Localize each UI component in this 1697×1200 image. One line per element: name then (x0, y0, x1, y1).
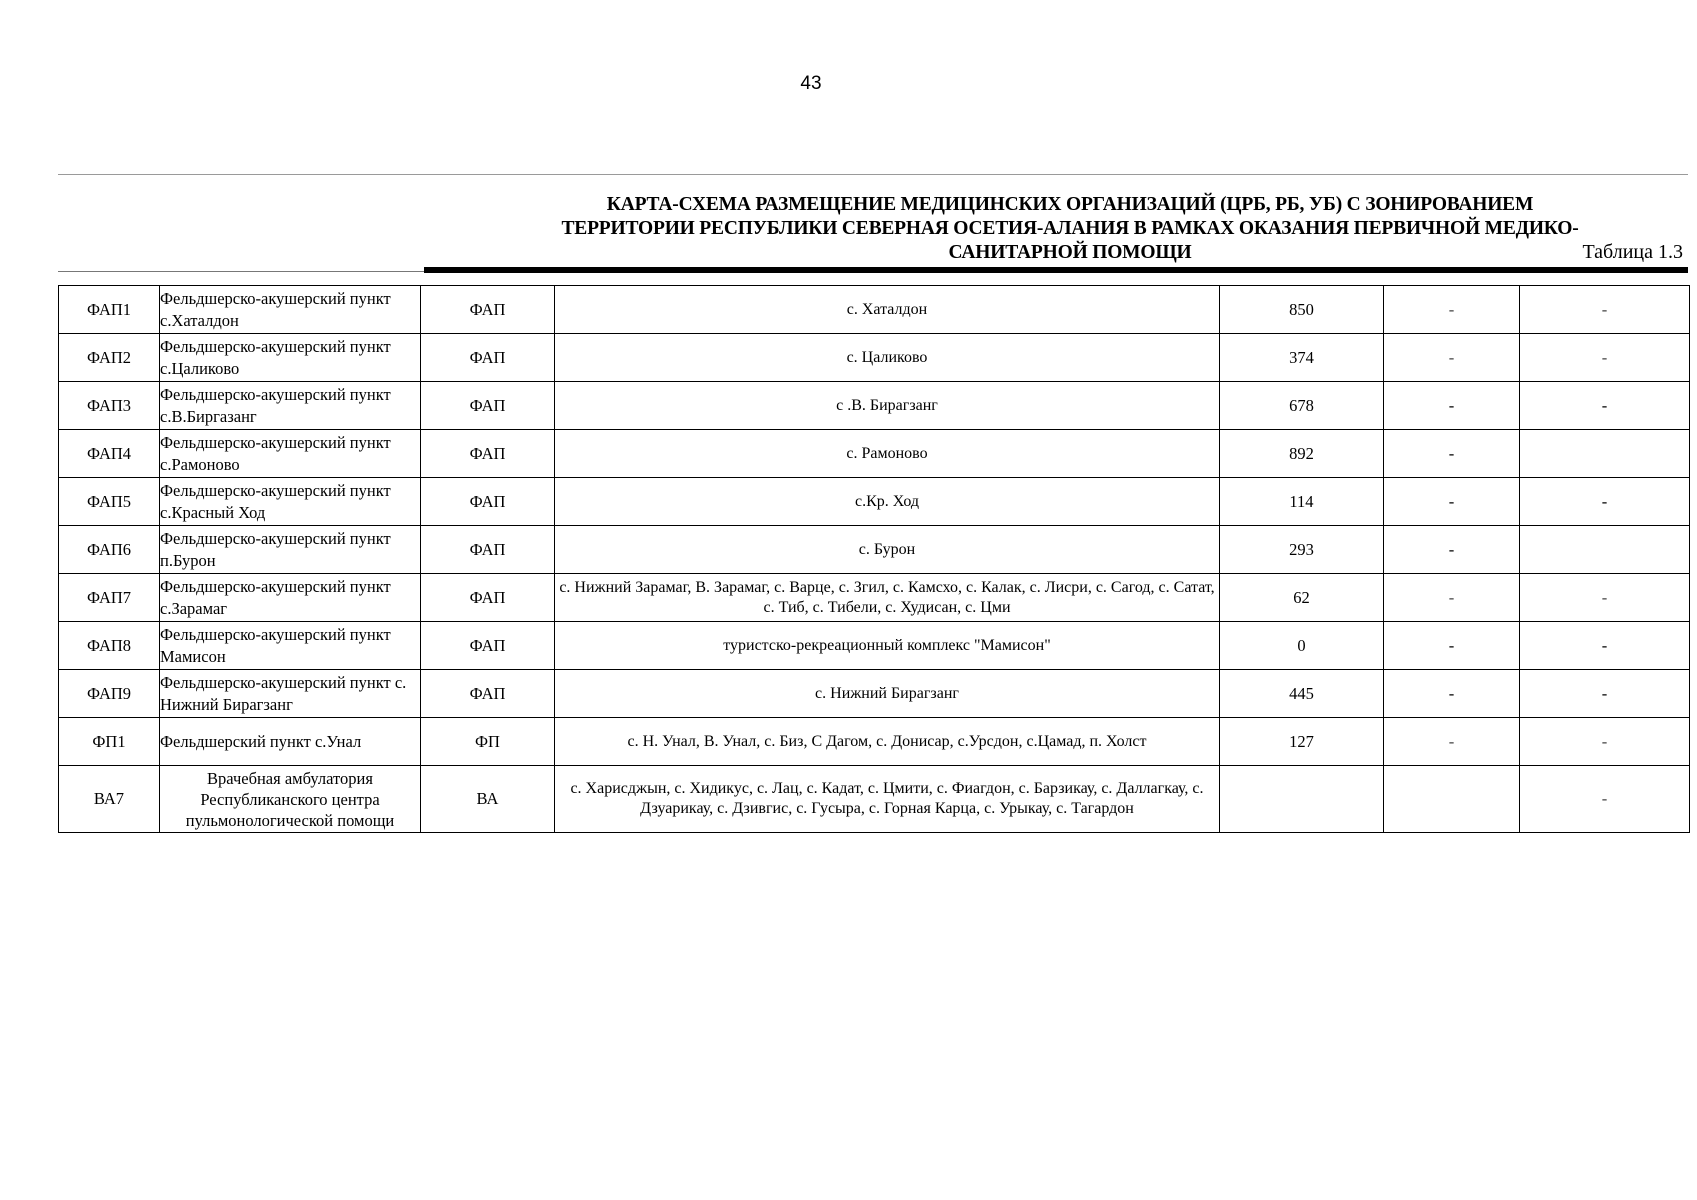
column-7-value: - (1520, 670, 1690, 718)
facility-name: Фельдшерско-акушерский пункт с. Нижний Бирагзанг (160, 670, 421, 718)
facility-type: ФАП (421, 622, 555, 670)
facility-type: ФАП (421, 574, 555, 622)
facility-type: ВА (421, 766, 555, 833)
facility-type: ФАП (421, 334, 555, 382)
facility-code: ФАП2 (59, 334, 160, 382)
column-7-value: - (1520, 286, 1690, 334)
column-7-value: - (1520, 766, 1690, 833)
settlements: с .В. Бирагзанг (555, 382, 1220, 430)
facility-name: Врачебная амбулатория Республиканского центра пульмонологической помощи (160, 766, 421, 833)
facility-type: ФАП (421, 286, 555, 334)
facility-name: Фельдшерско-акушерский пункт Мамисон (160, 622, 421, 670)
table-row (59, 382, 1690, 430)
column-6-value: - (1384, 670, 1520, 718)
population: 892 (1220, 430, 1384, 478)
column-6-value: - (1384, 382, 1520, 430)
thick-rule (424, 267, 1688, 273)
facility-name: Фельдшерско-акушерский пункт с.Красный Ход (160, 478, 421, 526)
facility-name: Фельдшерско-акушерский пункт с.В.Биргазанг (160, 382, 421, 430)
table-row (59, 718, 1690, 766)
facility-name: Фельдшерско-акушерский пункт с.Хаталдон (160, 286, 421, 334)
table-row (59, 430, 1690, 478)
column-6-value (1384, 766, 1520, 833)
table-row (59, 286, 1690, 334)
column-6-value: - (1384, 478, 1520, 526)
column-6-value: - (1384, 286, 1520, 334)
facility-code: ФАП9 (59, 670, 160, 718)
facility-name: Фельдшерский пункт с.Унал (160, 718, 421, 766)
facility-type: ФП (421, 718, 555, 766)
column-7-value (1520, 430, 1690, 478)
settlements: с. Хаталдон (555, 286, 1220, 334)
column-7-value: - (1520, 478, 1690, 526)
population: 114 (1220, 478, 1384, 526)
table-row (59, 478, 1690, 526)
column-7-value: - (1520, 382, 1690, 430)
facility-code: ФАП1 (59, 286, 160, 334)
table-row (59, 622, 1690, 670)
facility-type: ФАП (421, 430, 555, 478)
facility-code: ФАП5 (59, 478, 160, 526)
settlements: с. Нижний Бирагзанг (555, 670, 1220, 718)
thin-rule (58, 271, 424, 272)
column-7-value: - (1520, 718, 1690, 766)
facility-name: Фельдшерско-акушерский пункт с.Зарамаг (160, 574, 421, 622)
settlements: с.Кр. Ход (555, 478, 1220, 526)
population: 445 (1220, 670, 1384, 718)
table-label: Таблица 1.3 (1582, 241, 1683, 263)
settlements: туристско-рекреационный комплекс "Мамисон" (555, 622, 1220, 670)
population: 127 (1220, 718, 1384, 766)
facility-code: ФП1 (59, 718, 160, 766)
facility-name: Фельдшерско-акушерский пункт с.Рамоново (160, 430, 421, 478)
table-row (59, 526, 1690, 574)
settlements: с. Цаликово (555, 334, 1220, 382)
population: 850 (1220, 286, 1384, 334)
table-row (59, 574, 1690, 622)
facility-type: ФАП (421, 526, 555, 574)
title-line-3: САНИТАРНОЙ ПОМОЩИ (948, 242, 1192, 263)
population: 0 (1220, 622, 1384, 670)
facility-name: Фельдшерско-акушерский пункт с.Цаликово (160, 334, 421, 382)
facility-code: ФАП4 (59, 430, 160, 478)
table-row (59, 766, 1690, 833)
facilities-table (58, 285, 1690, 833)
column-6-value: - (1384, 574, 1520, 622)
population: 62 (1220, 574, 1384, 622)
column-6-value: - (1384, 526, 1520, 574)
facility-code: ФАП7 (59, 574, 160, 622)
column-6-value: - (1384, 430, 1520, 478)
facility-type: ФАП (421, 478, 555, 526)
table-row (59, 670, 1690, 718)
column-7-value (1520, 526, 1690, 574)
population (1220, 766, 1384, 833)
facility-code: ФАП6 (59, 526, 160, 574)
facility-name: Фельдшерско-акушерский пункт п.Бурон (160, 526, 421, 574)
column-6-value: - (1384, 334, 1520, 382)
facility-type: ФАП (421, 670, 555, 718)
title-line-1: КАРТА-СХЕМА РАЗМЕЩЕНИЕ МЕДИЦИНСКИХ ОРГАНИЗАЦИЙ (ЦРБ, РБ, УБ) С ЗОНИРОВАНИЕМ (606, 194, 1534, 215)
column-7-value: - (1520, 574, 1690, 622)
column-7-value: - (1520, 334, 1690, 382)
table-row (59, 334, 1690, 382)
facility-code: ФАП3 (59, 382, 160, 430)
header-rule (58, 174, 1688, 175)
document-title (470, 193, 1670, 265)
settlements: с. Харисджын, с. Хидикус, с. Лац, с. Кадат, с. Цмити, с. Фиагдон, с. Барзикау, с. Даллагкау, с. Дзуарикау, с. Дзивгис, с. Гусыра, с. Горная Карца, с. Урыкау, с. Тагардон (555, 766, 1220, 833)
page-number: 43 (800, 73, 822, 94)
population: 678 (1220, 382, 1384, 430)
column-7-value: - (1520, 622, 1690, 670)
settlements: с. Рамоново (555, 430, 1220, 478)
settlements: с. Нижний Зарамаг, В. Зарамаг, с. Варце, с. Згил, с. Камсхо, с. Калак, с. Лисри, с. Сагод, с. Сатат, с. Тиб, с. Тибели, с. Худисан, с. Цми (555, 574, 1220, 622)
facility-code: ФАП8 (59, 622, 160, 670)
facility-type: ФАП (421, 382, 555, 430)
settlements: с. Н. Унал, В. Унал, с. Биз, С Дагом, с. Донисар, с.Урсдон, с.Цамад, п. Холст (555, 718, 1220, 766)
facility-code: ВА7 (59, 766, 160, 833)
population: 374 (1220, 334, 1384, 382)
column-6-value: - (1384, 622, 1520, 670)
population: 293 (1220, 526, 1384, 574)
title-line-2: ТЕРРИТОРИИ РЕСПУБЛИКИ СЕВЕРНАЯ ОСЕТИЯ-АЛАНИЯ В РАМКАХ ОКАЗАНИЯ ПЕРВИЧНОЙ МЕДИКО- (561, 218, 1579, 239)
column-6-value: - (1384, 718, 1520, 766)
settlements: с. Бурон (555, 526, 1220, 574)
